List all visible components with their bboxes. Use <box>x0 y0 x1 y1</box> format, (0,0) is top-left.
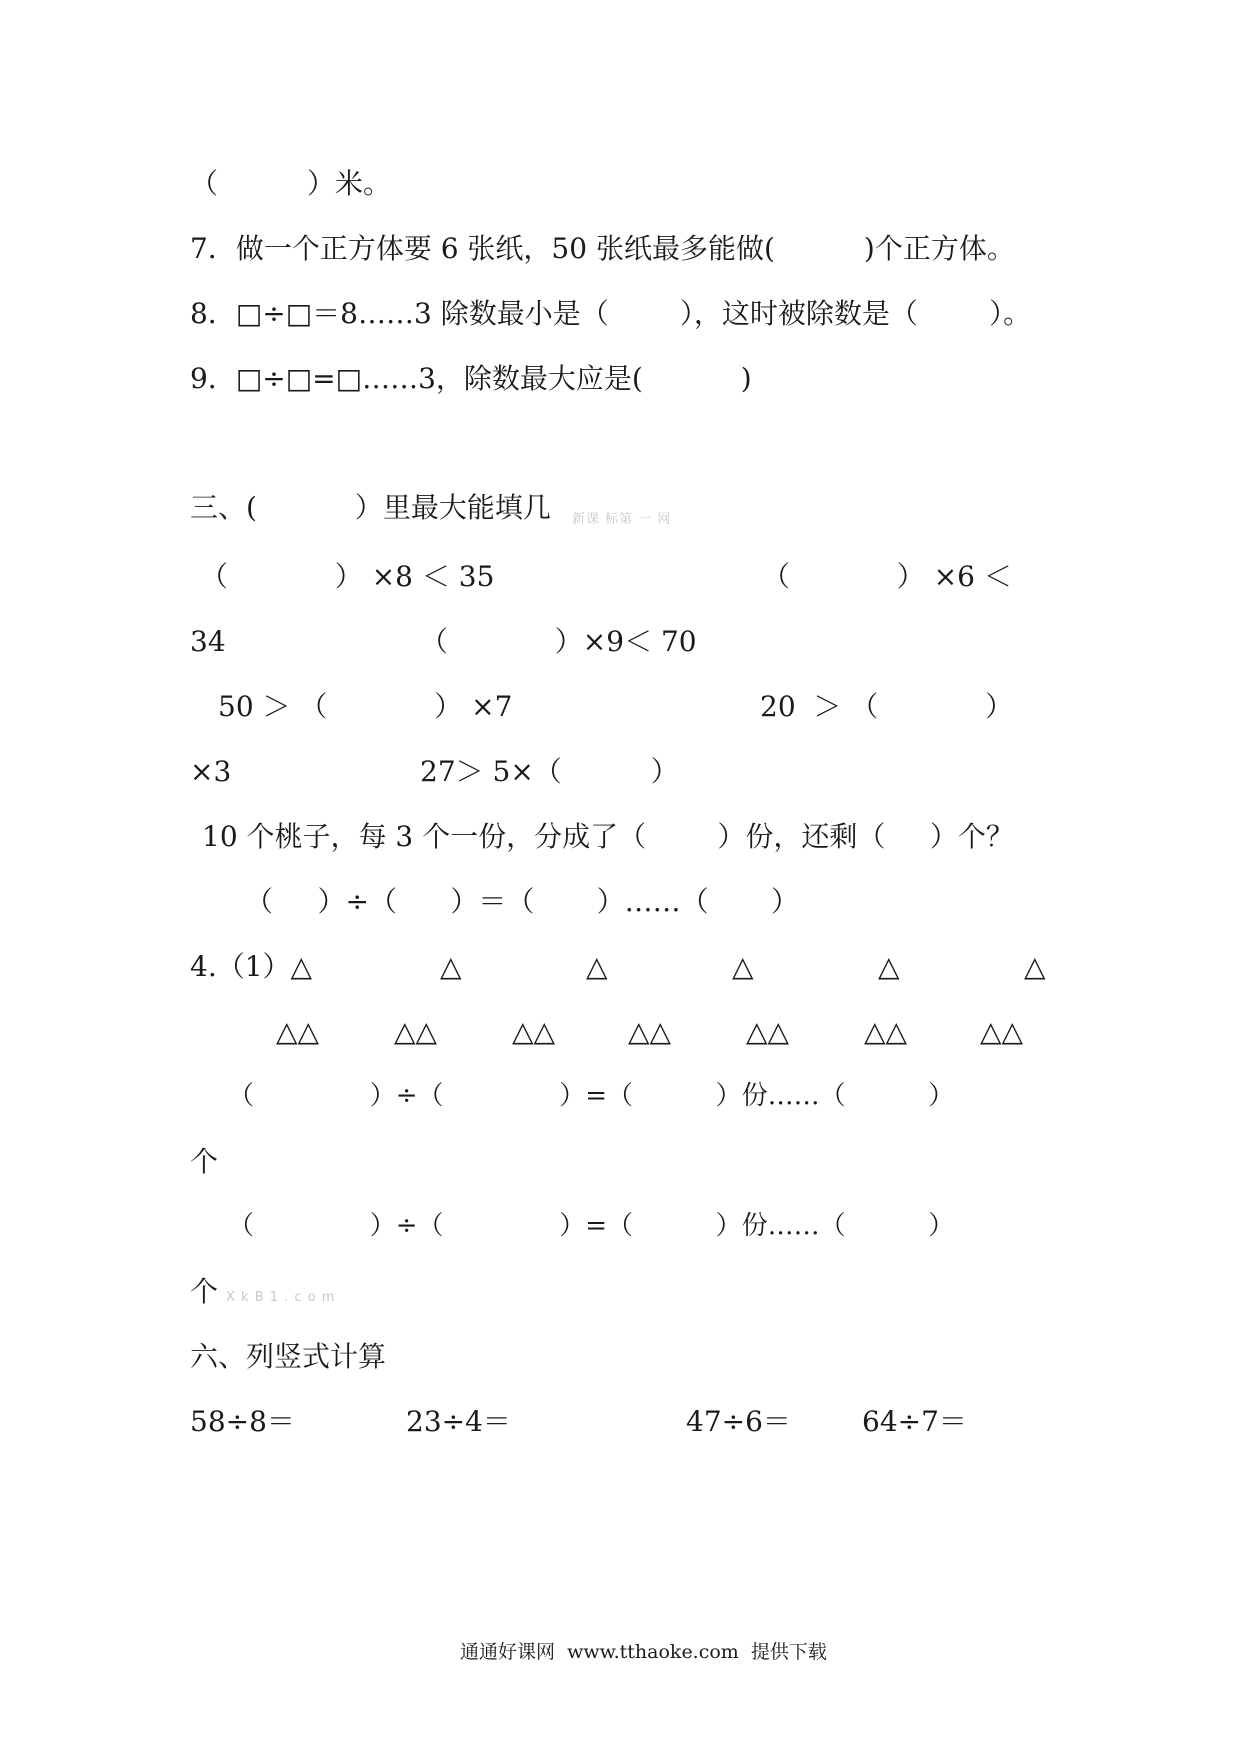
triangle-pair: △△ <box>746 1015 790 1048</box>
calc-3: 47÷6＝ <box>686 1405 791 1438</box>
triangle-equation-1: （ ）÷（ ）=（ ）份……（ ） <box>228 1081 955 1111</box>
triangle-pair: △△ <box>512 1015 556 1048</box>
triangle-single: △ <box>878 950 900 983</box>
ineq-6: 27＞ 5×（ ） <box>420 755 679 788</box>
triangle-single: △ <box>732 950 754 983</box>
watermark-1: 新课 标第 一 网 <box>572 512 672 527</box>
triangle-pair: △△ <box>276 1015 320 1048</box>
footer-credit: 通通好课网 www.tthaoke.com 提供下载 <box>460 1641 827 1663</box>
ineq-2-wrap: 34 <box>190 625 226 658</box>
q8-text: 8．□÷□＝8……3 除数最小是（ ），这时被除数是（ ）。 <box>190 297 1032 330</box>
section-three-heading: 三、( ）里最大能填几 <box>190 491 551 524</box>
watermark-2: X k B 1 . c o m <box>226 1290 336 1305</box>
triangle-single: △ <box>1024 950 1046 983</box>
triangle-single: △ <box>586 950 608 983</box>
peaches-problem: 10 个桃子，每 3 个一份，分成了（ ）份，还剩（ ）个？ <box>202 820 1014 853</box>
calc-2: 23÷4＝ <box>406 1405 511 1438</box>
triangle-single: △ <box>440 950 462 983</box>
q7-text: 7．做一个正方体要 6 张纸，50 张纸最多能做( )个正方体。 <box>190 232 1015 265</box>
triangle-equation-1-unit: 个 <box>190 1145 219 1178</box>
triangle-pair: △△ <box>864 1015 908 1048</box>
triangle-label: 4.（1）△ <box>190 950 313 983</box>
triangle-pair: △△ <box>980 1015 1024 1048</box>
ineq-2: （ ） ×6 ＜ <box>762 560 1012 593</box>
q6-answer-line: （ ）米。 <box>190 167 392 200</box>
triangle-pair: △△ <box>394 1015 438 1048</box>
triangle-equation-2-unit: 个 <box>190 1275 219 1308</box>
section-six-heading: 六、列竖式计算 <box>190 1340 387 1373</box>
triangle-equation-2: （ ）÷（ ）=（ ）份……（ ） <box>228 1211 955 1241</box>
ineq-4: 50 ＞ （ ） ×7 <box>218 690 513 723</box>
q9-text: 9．□÷□=□……3，除数最大应是( ) <box>190 362 752 395</box>
calc-1: 58÷8＝ <box>190 1405 295 1438</box>
ineq-5-wrap: ×3 <box>190 755 232 788</box>
calc-4: 64÷7＝ <box>862 1405 967 1438</box>
ineq-1: （ ） ×8 ＜ 35 <box>200 560 495 593</box>
ineq-3: （ ）×9＜ 70 <box>420 625 697 658</box>
triangle-pair: △△ <box>628 1015 672 1048</box>
peaches-equation: （ ）÷（ ）＝（ ）……（ ） <box>245 885 799 918</box>
ineq-5: 20 ＞ （ ） <box>760 690 1014 723</box>
